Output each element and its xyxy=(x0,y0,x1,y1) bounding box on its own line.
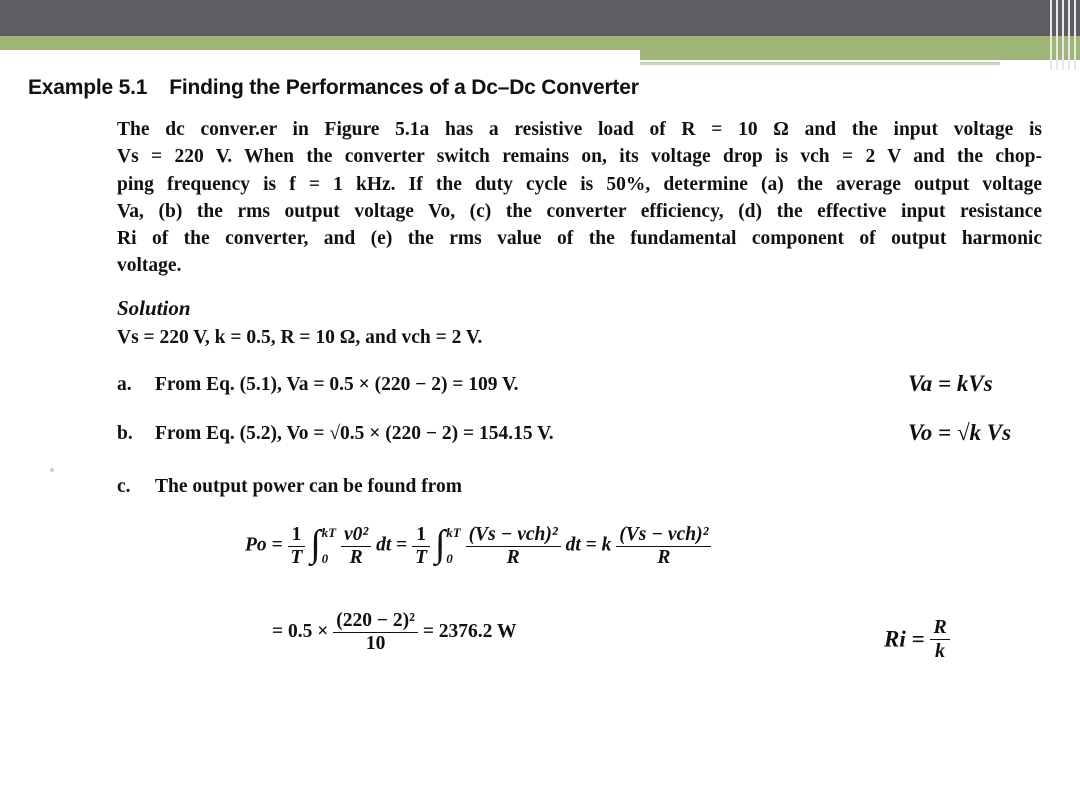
result-lhs: = 0.5 × xyxy=(272,620,329,642)
solution-item-a xyxy=(117,374,519,396)
formula-va: Va = kVs xyxy=(908,371,993,396)
frac-num: 1 xyxy=(291,523,302,545)
item-text: From Eq. (5.2), Vo = √0.5 × (220 − 2) = 154.15 V. xyxy=(155,423,554,444)
integrand-fraction-1: $\frac{\text{v0²}}{R}$ xyxy=(341,524,371,569)
problem-line: Vs = 220 V. When the converter switch remains on, its voltage drop is vch = 2 V and the chop- xyxy=(117,146,1042,168)
integral-limits-2: kT 0 xyxy=(446,525,461,566)
problem-line: voltage. xyxy=(117,255,182,277)
problem-line: The dc conver.er in Figure 5.1a has a resistive load of R = 10 Ω and the input voltage is xyxy=(117,119,1042,140)
example-title: Finding the Performances of a Dc–Dc Converter xyxy=(169,76,639,99)
slide-green-band xyxy=(0,36,1080,50)
dt-1: dt xyxy=(376,534,392,556)
integrand-fraction-2: $\frac{\text{(Vs − vch)²}}{R}$ xyxy=(466,524,561,569)
item-text: From Eq. (5.1), Va = 0.5 × (220 − 2) = 109 V. xyxy=(155,374,519,395)
power-lhs: Po = xyxy=(245,534,283,556)
problem-line: Va, (b) the rms output voltage Vo, (c) the converter efficiency, (d) the effective input resistance xyxy=(117,200,1042,222)
integral-limits-1: kT 0 xyxy=(321,525,337,566)
final-fraction: $\frac{\text{(Vs − vch)²}}{R}$ xyxy=(616,524,711,569)
equals-sign: = xyxy=(396,534,408,556)
fraction-1-over-T xyxy=(288,524,306,569)
item-label: b. xyxy=(117,423,133,444)
slide-corner-stripes xyxy=(1046,0,1080,70)
power-result xyxy=(272,610,516,655)
item-text: The output power can be found from xyxy=(155,476,462,497)
formula-vo: Vo = √k Vs xyxy=(908,420,1012,445)
solution-given: Vs = 220 V, k = 0.5, R = 10 Ω, and vch = 2 V. xyxy=(117,327,483,348)
result-fraction: $\frac{\text{(220 − 2)²}}{10}$ xyxy=(333,610,418,655)
solution-item-b xyxy=(117,423,554,445)
ri-fraction: $\frac{R}{k}$ xyxy=(930,616,949,663)
example-heading xyxy=(28,76,639,100)
fraction-1-over-T-2: $\frac{1}{T}$ xyxy=(412,524,430,569)
dt-2: dt xyxy=(565,534,581,556)
stray-mark xyxy=(50,468,54,472)
power-equation xyxy=(245,520,711,572)
slide-top-bar xyxy=(0,0,1080,36)
solution-item-c xyxy=(117,476,462,498)
slide-green-accent xyxy=(640,50,1080,60)
result-rhs: = 2376.2 W xyxy=(422,620,517,642)
example-number: Example 5.1 xyxy=(28,76,148,99)
problem-line: Ri of the converter, and (e) the rms value of the fundamental component of output harmonic xyxy=(117,228,1042,250)
solution-title: Solution xyxy=(117,296,191,320)
formula-ri: Ri = $\frac{R}{k}$ xyxy=(884,616,950,663)
item-label: a. xyxy=(117,374,132,395)
integral-sign-2: ∫ xyxy=(434,523,446,565)
problem-line: ping frequency is f = 1 kHz. If the duty cycle is 50%, determine (a) the average output voltage xyxy=(117,173,1042,195)
slide-green-accent-thin xyxy=(640,62,1000,65)
item-label: c. xyxy=(117,476,131,497)
integral-sign-1: ∫ xyxy=(310,523,321,565)
frac-den: T xyxy=(288,546,306,569)
problem-statement xyxy=(117,116,1042,280)
equals-k: = k xyxy=(585,534,612,556)
